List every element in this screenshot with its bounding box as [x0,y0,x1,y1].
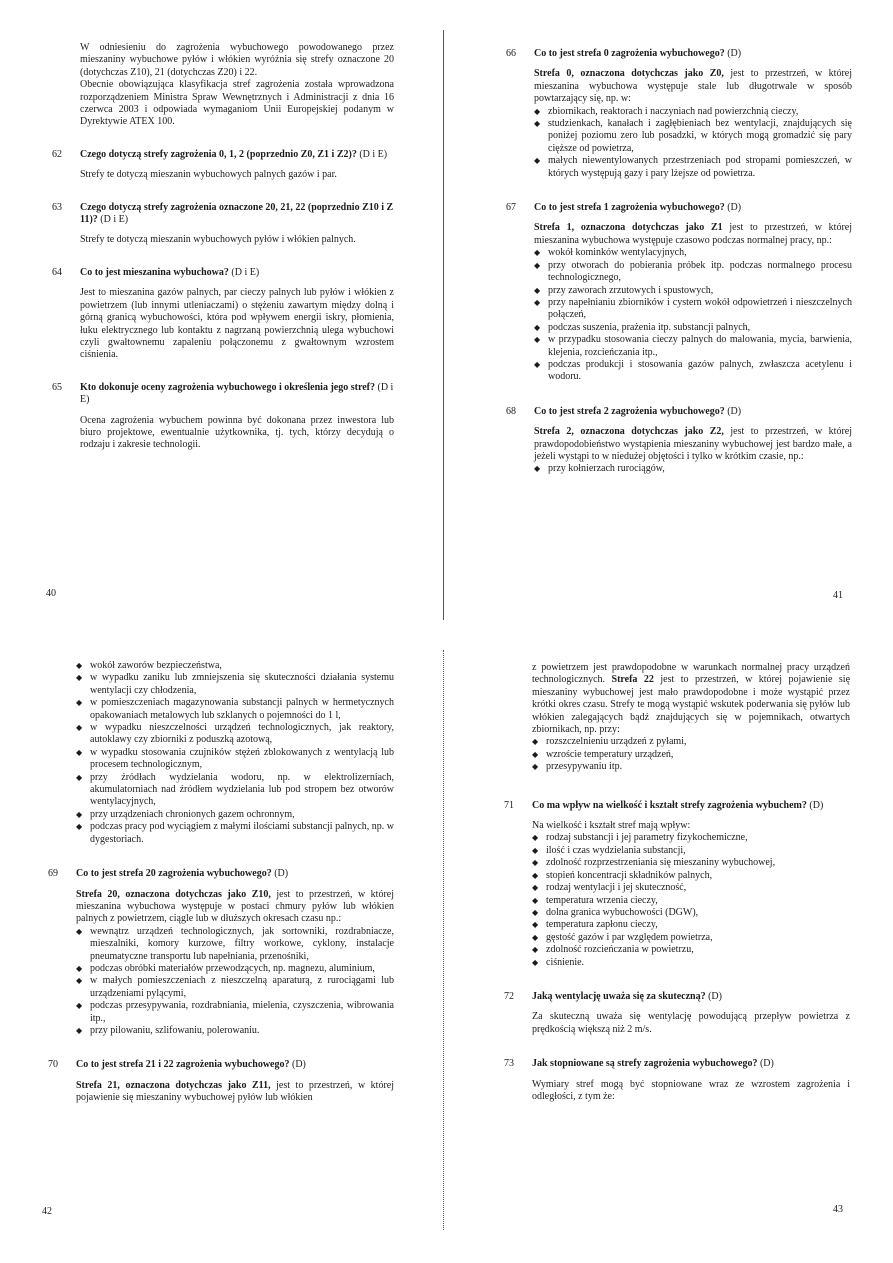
list-item: ◆ wzroście temperatury urządzeń, [532,749,850,761]
question-71 [504,800,850,812]
answer-text: jest to przestrzeń, w której prawdopodobieństwo wystąpienia mieszaniny wybuchowej jest bardzo małe, a jeżeli wystąpi to w niedużej objętości i tylko w krótkim czasie, np.: [534,426,852,462]
question-number: 65 [52,381,62,393]
answer-73: Wymiary stref mogą być stopniowane wraz ze wzrostem zagrożenia i odległości, z tym że: [532,1078,850,1102]
list-item: ◆ temperatura wrzenia cieczy, [532,895,850,907]
question-tag: (D) [727,202,742,214]
list-item: ◆ w wypadku stosowania czujników stężeń zblokowanych z wentylacją lub procesem technologicznym, [76,747,394,772]
question-tag: (D) [274,868,289,880]
list-item: ◆ w przypadku stosowania cieczy palnych do malowania, mycia, barwienia, klejenia, rozcieńczania itp., [534,334,852,359]
answer-lead: Strefa 21, oznaczona dotychczas jako Z11, [76,1079,271,1091]
question-67 [506,202,852,214]
question-number: 64 [52,266,62,278]
continued-paragraph [532,662,850,736]
list-item: ◆ przy zaworach zrzutowych i spustowych, [534,285,852,297]
page-number: 40 [46,588,56,599]
list-item: ◆ wokół zaworów bezpieczeństwa, [76,660,394,672]
intro-paragraph-1: W odniesieniu do zagrożenia wybuchowego powodowanego przez mieszaniny wybuchowe pyłów i włókien wyróżnia się strefy oznaczone 20 (dotychczas Z10), 21 (dotychczas Z20) i 22. [80,42,394,78]
question-text: Co to jest strefa 2 zagrożenia wybuchowego? [534,405,725,417]
page-40 [0,0,446,632]
list-item: ◆ przy źródłach wydzielania wodoru, np. w elektrolizerniach, akumulatorniach nad źródłem wydzielania lub pod stropem bez otworów wentylacyjnych, [76,772,394,809]
page-41 [446,0,893,632]
answer-64: Jest to mieszanina gazów palnych, par cieczy palnych lub pyłów i włókien z powietrzem (lub innymi utleniaczami) o stężeniu zawartym między dolną i górną granicą wybuchowości, która pod wpływem energii iskry, płomienia, łuku elektrycznego lub kontaktu z nagrzaną powierzchnią ulega wybuchowi czyli gwałtownemu zapaleniu połączonemu z gwałtownym wzrostem ciśnienia. [80,287,394,361]
list-item: ◆ podczas produkcji i stosowania gazów palnych, zwłaszcza acetylenu i wodoru. [534,359,852,384]
list-item: ◆ przesypywaniu itp. [532,761,850,773]
list-item: ◆ w małych pomieszczeniach z nieszczelną aparaturą, z rurociągami lub urządzeniami pylącymi, [76,975,394,1000]
page-number: 43 [833,1204,843,1215]
question-tag: (D) [727,405,742,417]
question-tag: (D) [809,799,824,811]
question-73 [504,1058,850,1070]
answer-67 [534,222,852,247]
question-tag: (D) [759,1058,774,1070]
list-item: ◆ w wypadku zaniku lub zmniejszenia się skuteczności działania systemu wentylacji czy chłodzenia, [76,672,394,697]
answer-lead: Strefa 2, oznaczona dotychczas jako Z2, [534,426,724,438]
page-number: 42 [42,1206,52,1217]
question-text: Co to jest strefa 21 i 22 zagrożenia wybuchowego? [76,1059,290,1071]
answer-text: jest to przestrzeń, w której mieszanina wybuchowa występuje w postaci chmury pyłów lub włókien palnych z powietrzem, ciągle lub w dłuższych okresach czasu np.: [76,888,394,925]
list-item: ◆ przy napełnianiu zbiorników i cystern wokół odpowietrzeń i nieszczelnych połączeń, [534,297,852,322]
bullet-list-69 [76,926,394,1038]
question-69 [48,868,394,880]
question-number: 71 [504,799,514,811]
question-64 [52,267,394,279]
question-number: 66 [506,48,516,59]
list-item: ◆ w pomieszczeniach magazynowania substancji palnych w hermetycznych opakowaniach metalowych lub szklanych o pojemności do 1 l, [76,697,394,722]
bullet-list-67 [534,247,852,383]
question-tag: (D) [708,990,722,1002]
answer-lead: Strefa 0, oznaczona dotychczas jako Z0, [534,68,724,80]
question-number: 68 [506,405,516,417]
question-text: Kto dokonuje oceny zagrożenia wybuchowego i określenia jego stref? [80,381,375,393]
question-tag: (D i E) [100,214,129,226]
list-item: ◆ przy otworach do pobierania próbek itp. podczas normalnego procesu technologicznego, [534,260,852,285]
list-item: ◆ ciśnienie. [532,957,850,969]
answer-71: Na wielkość i kształt stref mają wpływ: [532,820,691,832]
question-70 [48,1059,394,1071]
answer-text: jest to przestrzeń, w której pojawienie się mieszaniny wybuchowej pyłów lub włókien [76,1079,395,1104]
answer-lead: Strefa 22 [611,674,654,686]
question-text: Czego dotyczą strefy zagrożenia 0, 1, 2 (poprzednio Z0, Z1 i Z2)? [80,148,357,160]
question-number: 73 [504,1058,514,1070]
list-item: ◆ wewnątrz urządzeń technologicznych, jak sortowniki, rozdrabniacze, mieszalniki, komory kurzowe, filtry workowe, cyklony, instalacje pneumatyczne transportu lub napełniania, przenośniki, [76,926,394,963]
question-tag: (D) [292,1059,306,1071]
answer-69 [76,889,394,926]
question-text: Co to jest strefa 20 zagrożenia wybuchowego? [76,868,272,880]
list-item: ◆ studzienkach, kanałach i zagłębieniach bez wentylacji, znajdujących się poniżej poziomu zero lub posadzki, w których mogą gromadzić się pary cięższe od powietrza, [534,118,852,155]
question-68 [506,406,852,418]
list-item: ◆ podczas przesypywania, rozdrabniania, mielenia, czyszczenia, wibrowania itp., [76,1000,394,1025]
list-item: ◆ rodzaj wentylacji i jej skuteczność, [532,882,850,894]
bullet-list-continued [532,736,850,773]
answer-lead: Strefa 20, oznaczona dotychczas jako Z10, [76,888,271,900]
list-item: ◆ podczas obróbki materiałów przewodzących, np. magnezu, aluminium, [76,963,394,975]
answer-text: jest to przestrzeń, w której mieszanina wybuchowa występuje stale lub długotrwale w sposób powtarzający się, np. w: [534,68,852,105]
question-text: Co to jest strefa 0 zagrożenia wybuchowego? [534,48,725,59]
list-item: ◆ zdolność rozcieńczania w powietrzu, [532,944,850,956]
answer-65: Ocena zagrożenia wybuchem powinna być dokonana przez inwestora lub biuro projektowe, ewentualnie użytkownika, tj. tych, którzy decydują o rodzaju i zakresie technologii. [80,414,394,451]
question-number: 70 [48,1059,58,1071]
question-tag: (D i E) [231,266,260,278]
question-text: Co ma wpływ na wielkość i kształt strefy zagrożenia wybuchem? [532,799,807,811]
page-43 [446,632,893,1263]
page-number: 41 [833,590,843,601]
bullet-list-68 [534,463,852,475]
list-item: ◆ rozszczelnieniu urządzeń z pyłami, [532,736,850,748]
list-item: ◆ stopień koncentracji składników palnych, [532,870,850,882]
list-item: ◆ przy urządzeniach chronionych gazem ochronnym, [76,809,394,821]
bullet-list-continued [76,660,394,846]
list-item: ◆ rodzaj substancji i jej parametry fizykochemiczne, [532,832,850,844]
intro-paragraph-2: Obecnie obowiązująca klasyfikacja stref zagrożenia została wprowadzona rozporządzeniem Ministra Spraw Wewnętrznych i Administracji z dnia 16 czerwca 2003 i odpowiada wymaganiom Unii Europejskiej podanym w Dyrektywie ATEX 100. [80,79,394,128]
answer-68 [534,426,852,463]
list-item: ◆ podczas pracy pod wyciągiem z małymi ilościami substancji palnych, np. w dygestoriach. [76,821,394,846]
bullet-list-71 [532,832,850,968]
answer-text: z powietrzem jest prawdopodobne w warunkach normalnej pracy urządzeń technologicznych. [532,662,850,686]
answer-63: Strefy te dotyczą mieszanin wybuchowych pyłów i włókien palnych. [80,234,356,246]
list-item: ◆ dolna granica wybuchowości (DGW), [532,907,850,919]
question-tag: (D i E) [359,148,388,160]
answer-lead: Strefa 1, oznaczona dotychczas jako Z1 [534,222,723,234]
question-number: 69 [48,868,58,880]
answer-62: Strefy te dotyczą mieszanin wybuchowych palnych gazów i par. [80,169,337,181]
question-text: Jak stopniowane są strefy zagrożenia wybuchowego? [532,1058,758,1070]
list-item: ◆ ilość i czas wydzielania substancji, [532,845,850,857]
list-item: ◆ zbiornikach, reaktorach i naczyniach nad powierzchnią cieczy, [534,106,852,118]
question-number: 63 [52,201,62,213]
question-text: Czego dotyczą strefy zagrożenia oznaczone 20, 21, 22 (poprzednio Z10 i Z 11)? [80,201,394,226]
list-item: ◆ temperatura zapłonu cieczy, [532,919,850,931]
list-item: ◆ zdolność rozprzestrzeniania się mieszaniny wybuchowej, [532,857,850,869]
answer-text: jest to przestrzeń, w której mieszanina wybuchowa występuje czasowo podczas normalnej pracy, np.: [534,222,852,246]
list-item: ◆ wokół kominków wentylacyjnych, [534,247,852,259]
list-item: ◆ przy pilowaniu, szlifowaniu, polerowaniu. [76,1025,394,1037]
list-item: ◆ przy kołnierzach rurociągów, [534,463,852,475]
question-66 [506,48,852,60]
answer-66 [534,68,852,105]
list-item: ◆ małych niewentylowanych przestrzeniach pod stropami pomieszczeń, w których występują gazy i pary lżejsze od powietrza. [534,155,852,180]
question-65 [52,382,394,407]
question-62 [52,149,394,161]
question-number: 67 [506,202,516,214]
question-tag: (D) [727,48,742,59]
question-text: Co to jest mieszanina wybuchowa? [80,266,229,278]
question-72 [504,991,850,1003]
page-42 [0,632,446,1263]
question-number: 62 [52,148,62,160]
bullet-list-66 [534,106,852,180]
answer-70 [76,1080,394,1105]
question-text: Co to jest strefa 1 zagrożenia wybuchowego? [534,202,725,214]
answer-text: jest to przestrzeń, w której pojawienie się mieszaniny wybuchowej jest mało prawdopodobne i może wystąpić przez krótki okres czasu. Strefy te mogą wystąpić wskutek poderwania się pyłów lub włókien zalegających bądź znajdujących się w pojemnikach, otwartych zbiornikach, np. przy: [532,674,851,736]
question-tag: (D i E) [80,381,394,406]
question-number: 72 [504,990,514,1002]
question-63 [52,202,394,227]
list-item: ◆ podczas suszenia, prażenia itp. substancji palnych, [534,322,852,334]
list-item: ◆ gęstość gazów i par względem powietrza, [532,932,850,944]
answer-72: Za skuteczną uważa się wentylację powodującą przepływ powietrza z prędkością większą niż 2 m/s. [532,1011,850,1035]
question-text: Jaką wentylację uważa się za skuteczną? [532,990,706,1002]
list-item: ◆ w wypadku nieszczelności urządzeń technologicznych, jak reaktory, autoklawy czy zbiorniki z poduszką azotową, [76,722,394,747]
